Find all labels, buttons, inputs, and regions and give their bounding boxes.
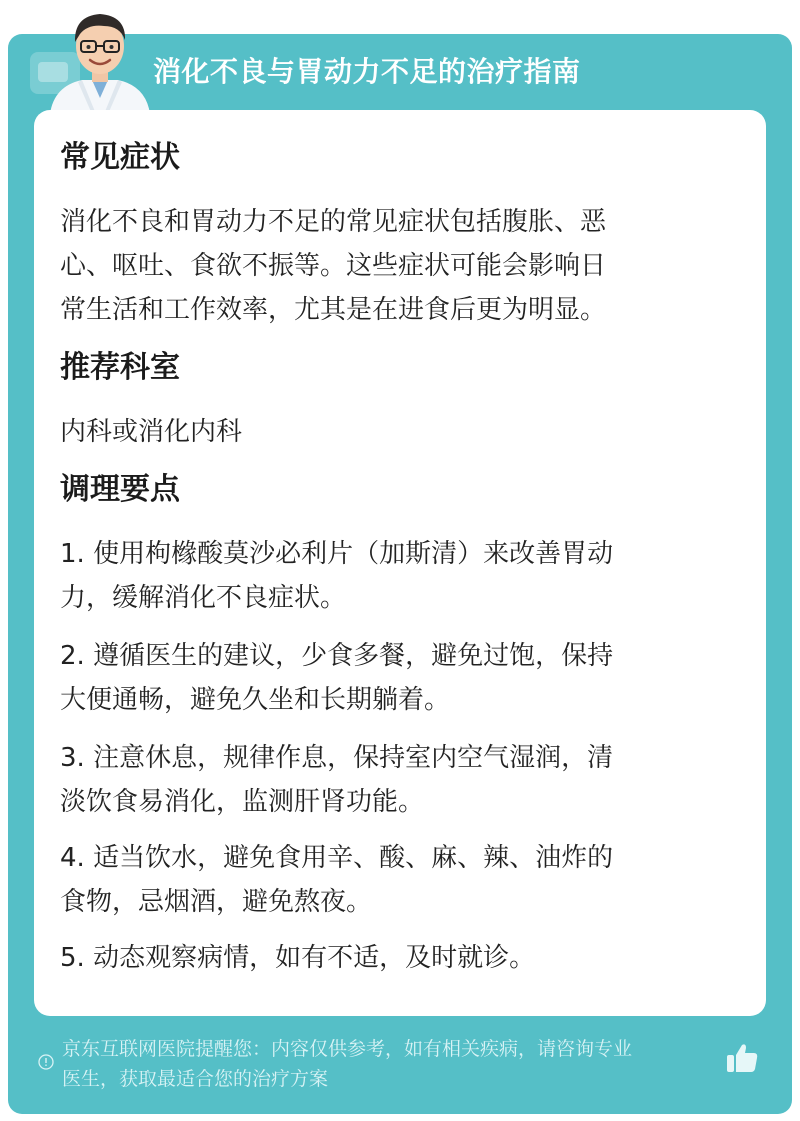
care-point-line: 3. 注意休息，规律作息，保持室内空气湿润，清 [60, 743, 614, 773]
department-text: 内科或消化内科 [60, 417, 243, 447]
symptoms-line: 心、呕吐、食欲不振等。这些症状可能会影响日 [60, 251, 607, 281]
care-point-line: 1. 使用枸橼酸莫沙必利片（加斯清）来改善胃动 [60, 539, 614, 569]
disclaimer [62, 1034, 722, 1094]
care-point-line: 淡饮食易消化，监测肝肾功能。 [60, 787, 425, 817]
care-point-line: 5. 动态观察病情，如有不适，及时就诊。 [60, 943, 536, 973]
disclaimer-line: 医生，获取最适合您的治疗方案 [62, 1068, 329, 1090]
care-point-line: 力，缓解消化不良症状。 [60, 583, 347, 613]
care-point-line: 4. 适当饮水，避免食用辛、酸、麻、辣、油炸的 [60, 843, 614, 873]
care-point-line: 食物，忌烟酒，避免熬夜。 [60, 887, 373, 917]
section-heading-symptoms: 常见症状 [60, 140, 180, 175]
content-card [34, 110, 766, 1016]
thumbs-up-icon[interactable] [724, 1040, 760, 1076]
symptoms-line: 常生活和工作效率，尤其是在进食后更为明显。 [60, 295, 607, 325]
care-point-line: 大便通畅，避免久坐和长期躺着。 [60, 685, 451, 715]
info-icon [38, 1054, 54, 1070]
page-title: 消化不良与胃动力不足的治疗指南 [153, 55, 581, 88]
care-point-line: 2. 遵循医生的建议，少食多餐，避免过饱，保持 [60, 641, 614, 671]
doctor-avatar-icon [40, 6, 160, 114]
symptoms-line: 消化不良和胃动力不足的常见症状包括腹胀、恶 [60, 207, 607, 237]
disclaimer-line: 京东互联网医院提醒您：内容仅供参考，如有相关疾病，请咨询专业 [62, 1038, 633, 1060]
section-heading-department: 推荐科室 [60, 350, 180, 385]
section-heading-care-points: 调理要点 [60, 472, 180, 507]
